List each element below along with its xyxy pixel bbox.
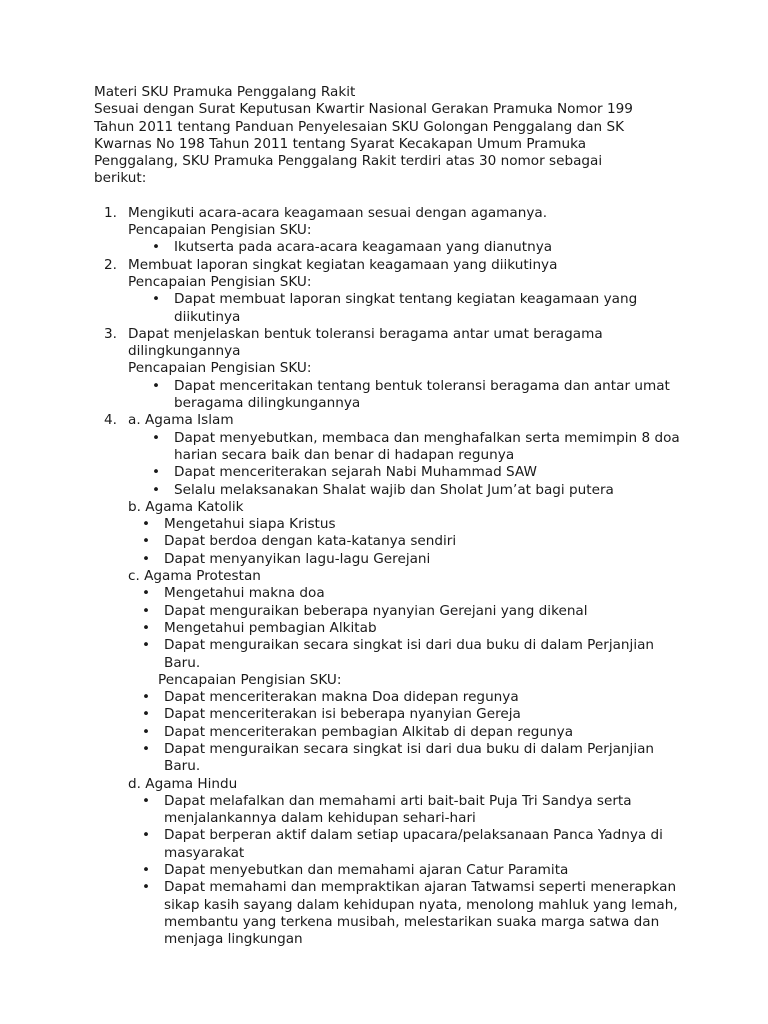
requirements-list [94,205,694,949]
bullet-item: • Dapat berdoa dengan kata-katanya sendiri [128,533,694,550]
list-item [94,257,694,326]
item-number: 3. [104,325,117,342]
bullet-item: • Dapat menceriterakan isi beberapa nyanyian Gereja [128,706,694,723]
bullet-item: • Mengetahui makna doa [128,585,694,602]
list-item [94,205,694,257]
list-item [94,326,694,412]
bullet-list-katolik [128,516,694,568]
blank-line [94,188,694,205]
item-number: 4. [104,412,117,429]
bullet-item: • Dapat menceriterakan sejarah Nabi Muhammad SAW [128,464,694,481]
bullet-item: • Dapat berperan aktif dalam setiap upacara/pelaksanaan Panca Yadnya di masyarakat [128,827,694,862]
achievement-label: Pencapaian Pengisian SKU: [128,273,312,290]
religion-heading-protestan: c. Agama Protestan [128,568,261,585]
bullet-item: • Ikutserta pada acara-acara keagamaan yang dianutnya [128,239,694,256]
bullet-item: • Dapat menceriterakan pembagian Alkitab di depan regunya [128,724,694,741]
bullet-item: • Dapat memahami dan mempraktikan ajaran Tatwamsi seperti menerapkan sikap kasih sayang dalam kehidupan nyata, menolong mahluk yang lemah, membantu yang terkena musibah, melestarikan suaka marga satwa dan menjaga lingkungan [128,879,694,948]
document-title: Materi SKU Pramuka Penggalang Rakit [94,84,356,100]
bullet-item: • Dapat melafalkan dan memahami arti bait-bait Puja Tri Sandya serta menjalankannya dalam kehidupan sehari-hari [128,793,694,828]
achievement-label: Pencapaian Pengisian SKU: [128,222,312,239]
bullet-list-protestan-achievement [128,689,694,775]
bullet-list [128,378,694,413]
bullet-item: • Dapat menguraikan secara singkat isi dari dua buku di dalam Perjanjian Baru. [128,637,694,672]
bullet-item: • Selalu melaksanakan Shalat wajib dan Sholat Jum’at bagi putera [128,482,694,499]
bullet-item: • Mengetahui pembagian Alkitab [128,620,694,637]
bullet-item: • Dapat menceriterakan makna Doa didepan regunya [128,689,694,706]
bullet-item: • Dapat menyebutkan dan memahami ajaran Catur Paramita [128,862,694,879]
religion-heading-hindu: d. Agama Hindu [128,775,238,792]
bullet-list-islam [128,430,694,499]
intro-paragraph: Sesuai dengan Surat Keputusan Kwartir Nasional Gerakan Pramuka Nomor 199 Tahun 2011 tentang Panduan Penyelesaian SKU Golongan Penggalang dan SK Kwarnas No 198 Tahun 2011 tentang Syarat Kecakapan Umum Pramuka Penggalang, SKU Pramuka Penggalang Rakit terdiri atas 30 nomor sebagai berikut: [94,101,633,187]
achievement-label: Pencapaian Pengisian SKU: [158,671,342,688]
bullet-item: • Dapat menguraikan secara singkat isi dari dua buku di dalam Perjanjian Baru. [128,741,694,776]
bullet-item: • Dapat menguraikan beberapa nyanyian Gerejani yang dikenal [128,603,694,620]
item-text: Mengikuti acara-acara keagamaan sesuai dengan agamanya. [128,204,548,221]
item-text: Dapat menjelaskan bentuk toleransi beragama antar umat beragama dilingkungannya [128,325,603,360]
bullet-item: • Dapat membuat laporan singkat tentang kegiatan keagamaan yang diikutinya [128,291,694,326]
bullet-list-protestan [128,585,694,671]
item-number: 1. [104,204,117,221]
item-number: 2. [104,256,117,273]
bullet-item: • Dapat menyebutkan, membaca dan menghafalkan serta memimpin 8 doa harian secara baik dan benar di hadapan regunya [128,430,694,465]
bullet-list [128,239,694,256]
list-item [94,412,694,948]
religion-heading-katolik: b. Agama Katolik [128,498,244,515]
bullet-list [128,291,694,326]
achievement-label: Pencapaian Pengisian SKU: [128,360,312,377]
document-body [94,84,694,949]
bullet-item: • Mengetahui siapa Kristus [128,516,694,533]
bullet-item: • Dapat menceritakan tentang bentuk toleransi beragama dan antar umat beragama dilingkungannya [128,378,694,413]
item-text: Membuat laporan singkat kegiatan keagamaan yang diikutinya [128,256,558,273]
bullet-item: • Dapat menyanyikan lagu-lagu Gerejani [128,551,694,568]
bullet-list-hindu [128,793,694,949]
religion-heading-islam: a. Agama Islam [128,412,234,429]
